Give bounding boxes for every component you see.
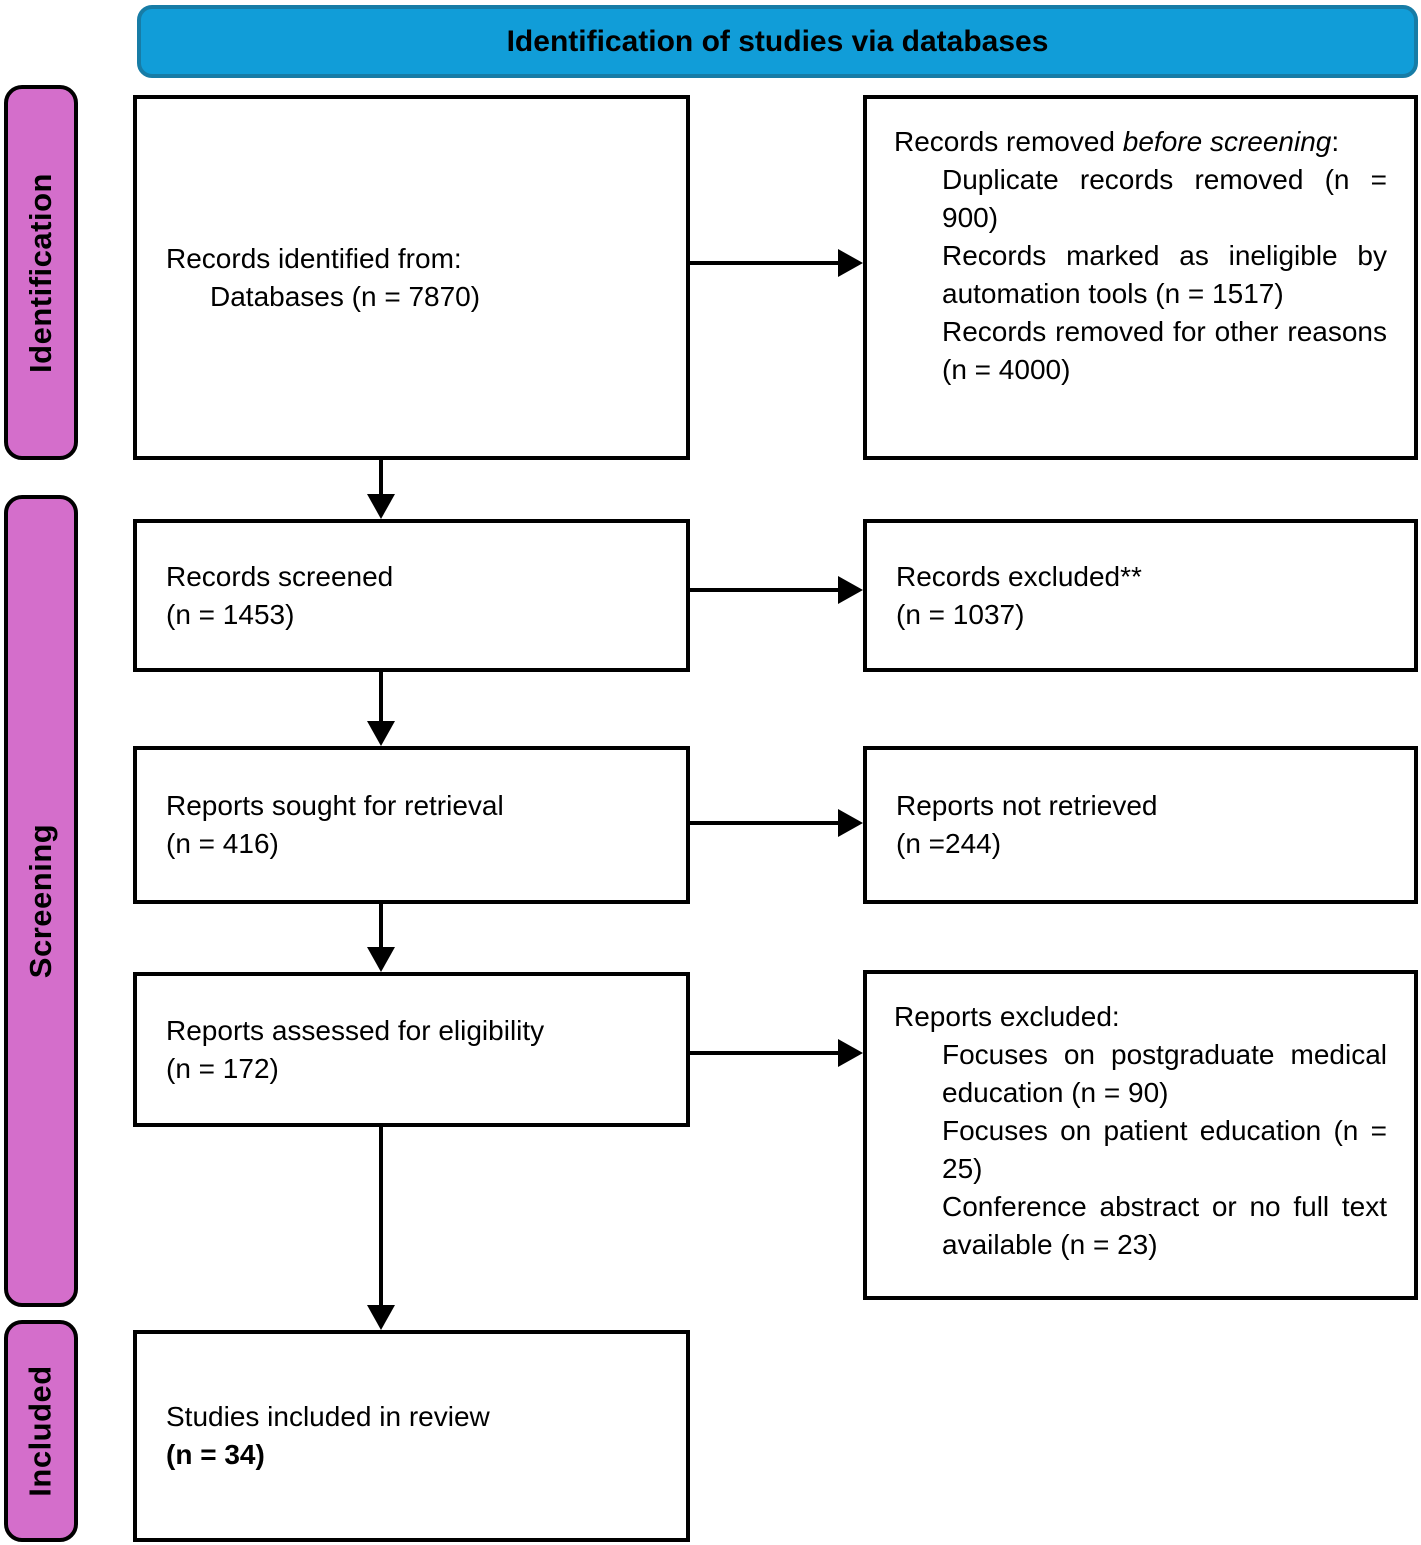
exclusion-reason: Focuses on patient education (n = 25) — [942, 1115, 1387, 1184]
box-text-line: (n = 1453) — [166, 598, 295, 630]
arrow-head-screened-to-excluded — [838, 576, 863, 604]
box-intro — [894, 123, 1387, 161]
box-text-line: (n = 34) — [166, 1439, 265, 1470]
arrow-head-assessed-to-excluded — [838, 1039, 863, 1067]
box-text-line: Studies included in review — [166, 1401, 490, 1432]
stage-label-text: Screening — [23, 823, 59, 979]
header-title: Identification of studies via databases — [506, 24, 1049, 58]
stage-label-identification — [4, 85, 78, 460]
stage-label-text: Identification — [23, 172, 59, 373]
arrow-line-identified-to-screened — [379, 460, 383, 496]
box-text-line: Reports not retrieved — [896, 790, 1158, 821]
box-text-line: Reports assessed for eligibility — [166, 1014, 545, 1046]
arrow-line-sought-to-notretrieved — [690, 821, 840, 825]
arrow-line-assessed-to-included — [379, 1127, 383, 1307]
box-reports-assessed — [133, 972, 690, 1127]
arrow-line-screened-to-sought — [379, 672, 383, 722]
box-reports-sought — [133, 746, 690, 904]
intro-prefix: Records removed — [894, 126, 1123, 157]
intro-italic: before screening — [1122, 126, 1332, 157]
stage-label-screening — [4, 495, 78, 1307]
box-text-line: Databases (n = 7870) — [210, 280, 481, 312]
box-text-line: (n = 172) — [166, 1052, 279, 1084]
box-records-removed — [863, 95, 1418, 460]
arrow-head-assessed-to-included — [367, 1305, 395, 1330]
box-text-line: Records excluded** — [896, 560, 1142, 592]
header-banner — [137, 5, 1418, 78]
exclusion-reason: Conference abstract or no full text available (n = 23) — [942, 1191, 1387, 1260]
arrow-line-sought-to-assessed — [379, 904, 383, 949]
box-text-line: Records identified from: — [166, 242, 462, 274]
exclusion-reason: Duplicate records removed (n = 900) — [942, 164, 1387, 233]
intro-suffix: : — [1331, 126, 1340, 157]
exclusion-reason: Focuses on postgraduate medical education (n = 90) — [942, 1039, 1387, 1108]
arrow-head-screened-to-sought — [367, 721, 395, 746]
exclusion-reason: Records removed for other reasons (n = 4000) — [942, 316, 1387, 385]
box-text-line: (n = 1037) — [896, 598, 1025, 630]
box-text-line: (n = 416) — [166, 828, 279, 859]
arrow-head-identified-to-removed — [838, 249, 863, 277]
arrow-head-sought-to-assessed — [367, 947, 395, 972]
arrow-line-assessed-to-excluded — [690, 1051, 840, 1055]
box-text-line: Reports sought for retrieval — [166, 790, 504, 821]
box-text-line: Records screened — [166, 560, 394, 592]
arrow-head-identified-to-screened — [367, 494, 395, 519]
box-intro: Reports excluded: — [894, 1001, 1120, 1032]
exclusion-reason: Records marked as ineligible by automation tools (n = 1517) — [942, 240, 1387, 309]
box-reports-excluded — [863, 970, 1418, 1300]
arrow-line-identified-to-removed — [690, 261, 840, 265]
box-reports-not-retrieved — [863, 746, 1418, 904]
box-text-line: (n =244) — [896, 828, 1002, 859]
arrow-line-screened-to-excluded — [690, 588, 840, 592]
box-records-excluded — [863, 519, 1418, 672]
arrow-head-sought-to-notretrieved — [838, 809, 863, 837]
stage-label-included — [4, 1320, 78, 1542]
box-studies-included — [133, 1330, 690, 1542]
stage-label-text: Included — [23, 1365, 59, 1497]
box-records-identified — [133, 95, 690, 460]
box-records-screened — [133, 519, 690, 672]
